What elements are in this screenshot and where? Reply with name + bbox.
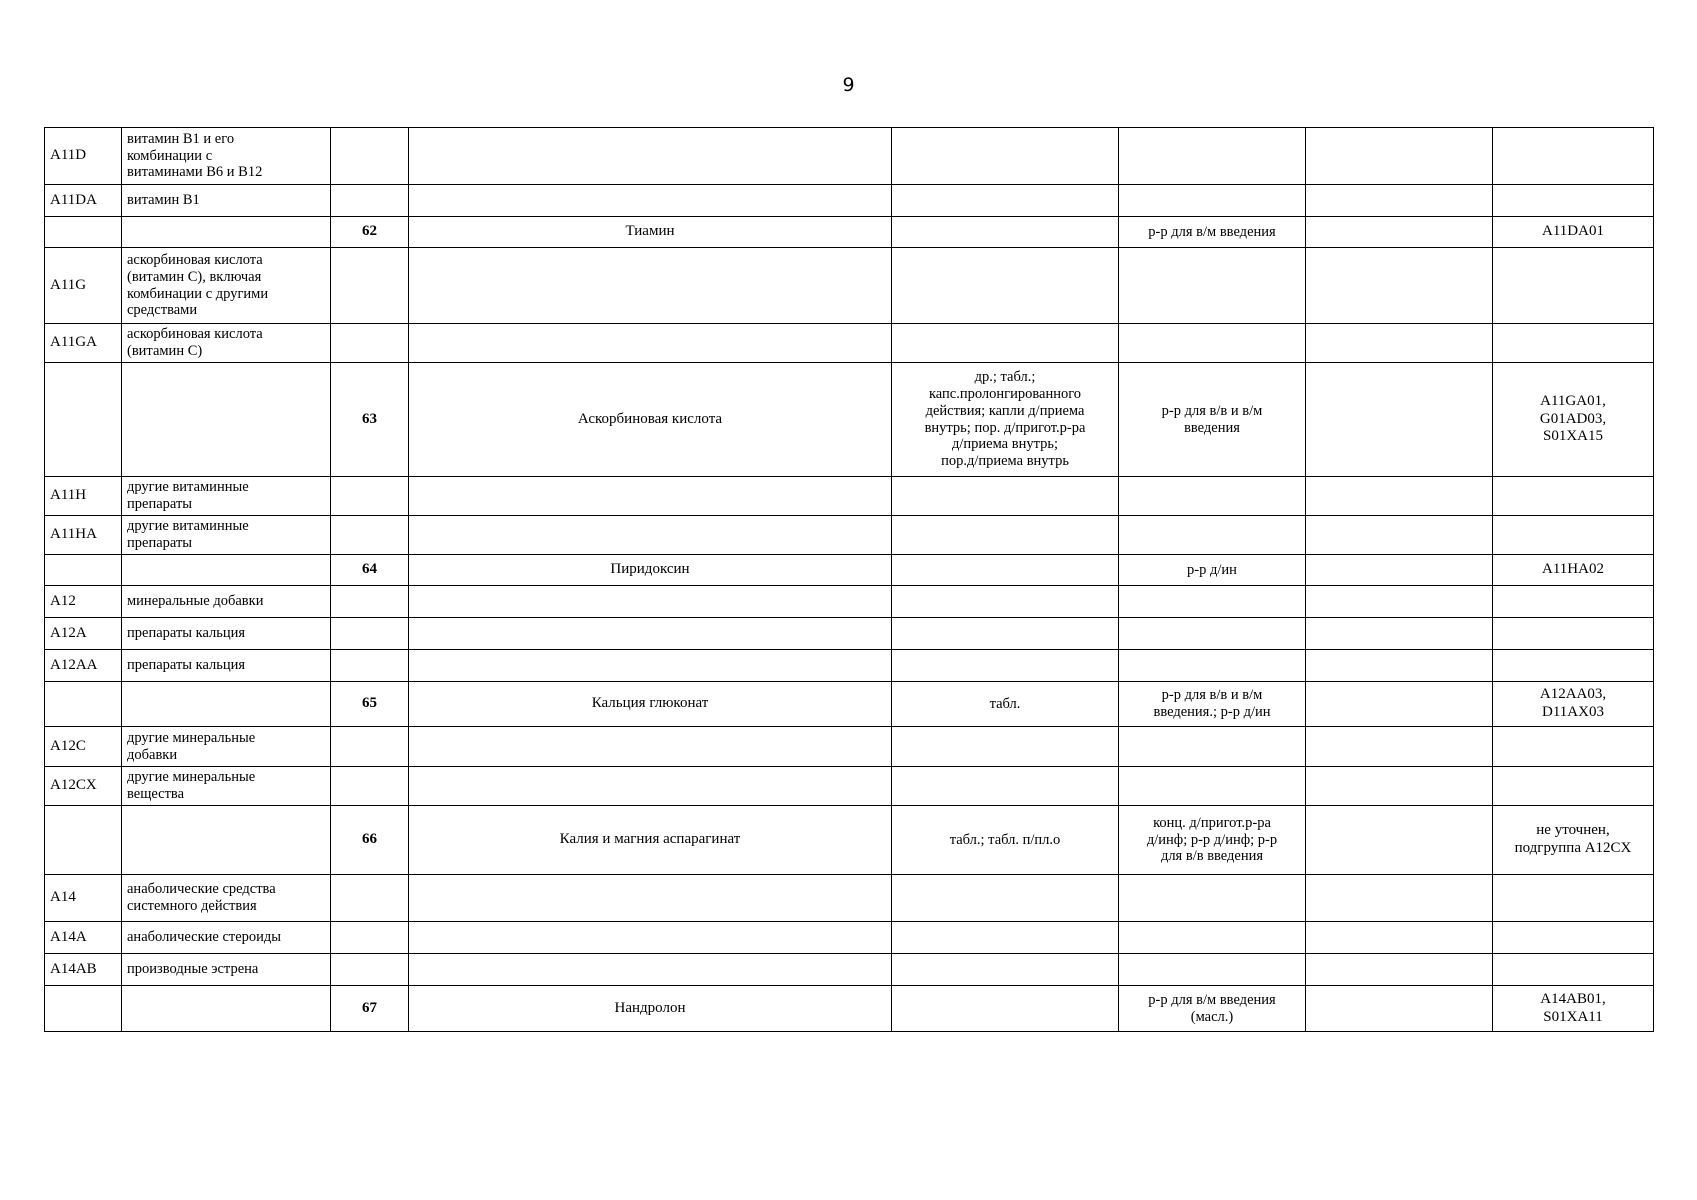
injection-forms-line: р-р д/ин: [1187, 561, 1237, 578]
atc-group-code: [45, 986, 122, 1032]
drug-name: [409, 477, 892, 516]
drug-number: [331, 128, 409, 185]
atc-group-code: A12AA: [45, 650, 122, 682]
dosage-forms: [892, 650, 1119, 682]
atc-group-name: [122, 185, 331, 217]
atc-code: [1493, 516, 1654, 555]
dosage-forms: [892, 363, 1119, 477]
extra-cell: [1306, 954, 1493, 986]
drug-number: [331, 477, 409, 516]
dosage-forms-line: табл.: [989, 695, 1021, 712]
drug-number: [331, 954, 409, 986]
atc-group-code: A12CX: [45, 767, 122, 806]
atc-code: [1493, 586, 1654, 618]
dosage-forms-line: др.; табл.;: [974, 368, 1036, 385]
table-row: [45, 324, 1654, 363]
atc-group-name: [122, 875, 331, 922]
table-row: [45, 806, 1654, 875]
atc-code: [1493, 650, 1654, 682]
injection-forms: [1119, 324, 1306, 363]
drug-name: [409, 324, 892, 363]
drug-name: [409, 248, 892, 324]
atc-group-code: A12C: [45, 727, 122, 767]
atc-group-code: A14: [45, 875, 122, 922]
atc-code: [1493, 185, 1654, 217]
atc-group-code: A12: [45, 586, 122, 618]
drug-number: [331, 727, 409, 767]
atc-group-name: [122, 217, 331, 248]
drug-name: [409, 185, 892, 217]
atc-code: [1493, 363, 1654, 477]
atc-code-line: не уточнен,: [1536, 822, 1610, 839]
drug-number: 64: [331, 555, 409, 586]
atc-group-name-line: другие минеральные: [127, 769, 256, 786]
extra-cell: [1306, 555, 1493, 586]
atc-group-code: [45, 363, 122, 477]
atc-group-name: [122, 324, 331, 363]
dosage-forms: [892, 248, 1119, 324]
atc-group-code: A11G: [45, 248, 122, 324]
dosage-forms: [892, 875, 1119, 922]
atc-code-line: S01XA15: [1542, 428, 1603, 445]
atc-group-name-line: препараты: [127, 496, 193, 512]
extra-cell: [1306, 727, 1493, 767]
atc-code: [1493, 555, 1654, 586]
atc-group-name-line: минеральные добавки: [127, 593, 264, 610]
extra-cell: [1306, 586, 1493, 618]
atc-code-line: A14AB01,: [1540, 990, 1606, 1007]
atc-code: [1493, 875, 1654, 922]
atc-group-code: [45, 555, 122, 586]
dosage-forms: [892, 806, 1119, 875]
injection-forms-line: для в/в введения: [1160, 848, 1264, 865]
atc-group-name-line: системного действия: [127, 898, 257, 914]
dosage-forms: [892, 477, 1119, 516]
atc-group-name-line: производные эстрена: [127, 961, 259, 978]
drug-number: [331, 618, 409, 650]
drug-number: 62: [331, 217, 409, 248]
atc-group-name: [122, 986, 331, 1032]
atc-group-name: [122, 767, 331, 806]
atc-group-name: [122, 477, 331, 516]
table-row: [45, 986, 1654, 1032]
dosage-forms: [892, 324, 1119, 363]
injection-forms: [1119, 516, 1306, 555]
dosage-forms-line: капс.пролонгированного: [928, 385, 1082, 402]
table-row: [45, 727, 1654, 767]
atc-code-line: D11AX03: [1542, 704, 1604, 720]
atc-code-line: G01AD03,: [1539, 410, 1607, 427]
drug-number: [331, 875, 409, 922]
drug-number: [331, 324, 409, 363]
atc-group-code: A11GA: [45, 324, 122, 363]
atc-group-name-line: анаболические стероиды: [127, 929, 282, 946]
atc-group-name: [122, 555, 331, 586]
extra-cell: [1306, 185, 1493, 217]
atc-group-name-line: анаболические средства: [127, 881, 276, 898]
atc-group-name: [122, 516, 331, 555]
table-row: [45, 477, 1654, 516]
page-number: 9: [842, 74, 855, 96]
atc-code-line: S01XA11: [1543, 1008, 1603, 1025]
injection-forms: [1119, 875, 1306, 922]
table-row: [45, 954, 1654, 986]
table-row: [45, 922, 1654, 954]
atc-group-name-line: (витамин С), включая: [127, 268, 262, 285]
dosage-forms: [892, 555, 1119, 586]
atc-group-name-line: витаминами В6 и В12: [127, 164, 263, 181]
atc-group-name-line: комбинации с другими: [127, 285, 269, 302]
atc-group-code: A14AB: [45, 954, 122, 986]
extra-cell: [1306, 618, 1493, 650]
atc-group-name: [122, 650, 331, 682]
atc-group-name: [122, 128, 331, 185]
atc-code: [1493, 618, 1654, 650]
injection-forms: [1119, 954, 1306, 986]
drug-name: [409, 875, 892, 922]
extra-cell: [1306, 217, 1493, 248]
drug-number: [331, 650, 409, 682]
atc-group-name: [122, 363, 331, 477]
atc-code: [1493, 806, 1654, 875]
extra-cell: [1306, 806, 1493, 875]
atc-group-code: A14A: [45, 922, 122, 954]
atc-group-name-line: аскорбиновая кислота: [127, 251, 263, 268]
injection-forms: [1119, 618, 1306, 650]
table-row: [45, 128, 1654, 185]
atc-group-name-line: другие витаминные: [127, 479, 249, 496]
atc-group-code: A11HA: [45, 516, 122, 555]
drug-number: [331, 922, 409, 954]
injection-forms: [1119, 555, 1306, 586]
injection-forms-line: д/инф; р-р д/инф; р-р: [1146, 831, 1278, 848]
table-row: [45, 516, 1654, 555]
atc-group-name-line: вещества: [127, 786, 185, 802]
table-row: [45, 682, 1654, 727]
drug-number: [331, 767, 409, 806]
drug-name: [409, 516, 892, 555]
extra-cell: [1306, 986, 1493, 1032]
table-row: [45, 586, 1654, 618]
extra-cell: [1306, 767, 1493, 806]
atc-code-line: A11DA01: [1542, 223, 1604, 240]
atc-code-line: подгруппа A12CX: [1514, 840, 1632, 856]
atc-group-name: [122, 682, 331, 727]
injection-forms: [1119, 586, 1306, 618]
injection-forms: [1119, 767, 1306, 806]
atc-group-name-line: препараты: [127, 535, 193, 551]
table-row: [45, 618, 1654, 650]
dosage-forms: [892, 954, 1119, 986]
atc-group-name: [122, 586, 331, 618]
injection-forms: [1119, 248, 1306, 324]
atc-code: [1493, 217, 1654, 248]
drug-name: [409, 128, 892, 185]
extra-cell: [1306, 363, 1493, 477]
drug-name: Кальция глюконат: [409, 682, 892, 727]
dosage-forms: [892, 128, 1119, 185]
table-row: [45, 875, 1654, 922]
drug-number: 65: [331, 682, 409, 727]
injection-forms: [1119, 477, 1306, 516]
dosage-forms: [892, 727, 1119, 767]
drug-number: 66: [331, 806, 409, 875]
injection-forms: [1119, 922, 1306, 954]
atc-group-name: [122, 248, 331, 324]
drug-name: Пиридоксин: [409, 555, 892, 586]
extra-cell: [1306, 248, 1493, 324]
drug-number: [331, 248, 409, 324]
table-row: [45, 650, 1654, 682]
extra-cell: [1306, 477, 1493, 516]
dosage-forms: [892, 682, 1119, 727]
injection-forms-line: введения: [1184, 419, 1240, 436]
table-row: [45, 767, 1654, 806]
table-row: [45, 217, 1654, 248]
drug-name: Нандролон: [409, 986, 892, 1032]
injection-forms: [1119, 185, 1306, 217]
atc-group-code: A11DA: [45, 185, 122, 217]
atc-code: [1493, 767, 1654, 806]
drug-name: [409, 650, 892, 682]
injection-forms: [1119, 217, 1306, 248]
drug-name: Тиамин: [409, 217, 892, 248]
injection-forms: [1119, 682, 1306, 727]
drug-number: [331, 185, 409, 217]
extra-cell: [1306, 128, 1493, 185]
dosage-forms: [892, 516, 1119, 555]
drug-number: 67: [331, 986, 409, 1032]
injection-forms-line: р-р для в/м введения: [1148, 223, 1276, 240]
atc-group-code: [45, 682, 122, 727]
atc-group-name-line: другие минеральные: [127, 729, 256, 746]
atc-code-line: A11GA01,: [1540, 393, 1606, 410]
atc-group-name: [122, 806, 331, 875]
atc-group-code: A12A: [45, 618, 122, 650]
drug-name: Калия и магния аспарагинат: [409, 806, 892, 875]
atc-group-code: [45, 217, 122, 248]
atc-group-code: A11H: [45, 477, 122, 516]
atc-group-code: [45, 806, 122, 875]
drug-name: [409, 586, 892, 618]
drug-number: [331, 516, 409, 555]
dosage-forms: [892, 618, 1119, 650]
atc-code-line: A12AA03,: [1539, 686, 1607, 703]
atc-group-code: A11D: [45, 128, 122, 185]
dosage-forms: [892, 922, 1119, 954]
injection-forms-line: р-р для в/м введения: [1148, 991, 1276, 1008]
atc-code: [1493, 477, 1654, 516]
drug-name: [409, 922, 892, 954]
atc-code: [1493, 324, 1654, 363]
injection-forms-line: (масл.): [1190, 1008, 1234, 1025]
drug-name: [409, 618, 892, 650]
atc-code: [1493, 986, 1654, 1032]
drug-name: [409, 954, 892, 986]
atc-code: [1493, 922, 1654, 954]
atc-group-name-line: другие витаминные: [127, 518, 249, 535]
atc-group-name-line: витамин В1 и его: [127, 130, 235, 147]
dosage-forms: [892, 185, 1119, 217]
dosage-forms: [892, 767, 1119, 806]
table-row: [45, 363, 1654, 477]
injection-forms-line: р-р для в/в и в/м: [1161, 402, 1263, 419]
dosage-forms-line: д/приема внутрь;: [951, 436, 1058, 453]
atc-group-name-line: аскорбиновая кислота: [127, 326, 263, 343]
atc-group-name: [122, 954, 331, 986]
atc-code: [1493, 682, 1654, 727]
atc-code-line: A11HA02: [1542, 561, 1604, 578]
atc-group-name: [122, 727, 331, 767]
injection-forms: [1119, 986, 1306, 1032]
drug-name: [409, 727, 892, 767]
atc-group-name-line: препараты кальция: [127, 657, 246, 674]
atc-code: [1493, 248, 1654, 324]
dosage-forms-line: пор.д/приема внутрь: [941, 453, 1069, 470]
table-row: [45, 248, 1654, 324]
extra-cell: [1306, 875, 1493, 922]
extra-cell: [1306, 324, 1493, 363]
atc-group-name-line: добавки: [127, 746, 178, 763]
atc-code: [1493, 727, 1654, 767]
injection-forms-line: введения.; р-р д/ин: [1153, 704, 1271, 720]
table-row: [45, 555, 1654, 586]
drug-number: 63: [331, 363, 409, 477]
atc-group-name-line: (витамин С): [127, 343, 203, 359]
injection-forms-line: р-р для в/в и в/м: [1161, 687, 1263, 704]
drug-name: [409, 767, 892, 806]
dosage-forms-line: внутрь; пор. д/пригот.р-ра: [924, 419, 1086, 436]
extra-cell: [1306, 682, 1493, 727]
injection-forms: [1119, 363, 1306, 477]
extra-cell: [1306, 922, 1493, 954]
injection-forms: [1119, 128, 1306, 185]
atc-group-name-line: средствами: [127, 302, 198, 319]
dosage-forms: [892, 217, 1119, 248]
dosage-forms: [892, 986, 1119, 1032]
table-row: [45, 185, 1654, 217]
dosage-forms-line: табл.; табл. п/пл.о: [949, 831, 1061, 848]
atc-code: [1493, 128, 1654, 185]
injection-forms: [1119, 727, 1306, 767]
drug-number: [331, 586, 409, 618]
injection-forms-line: конц. д/пригот.р-ра: [1153, 814, 1271, 831]
injection-forms: [1119, 806, 1306, 875]
atc-group-name-line: препараты кальция: [127, 625, 246, 642]
table-body: [45, 128, 1654, 1032]
dosage-forms-line: действия; капли д/приема: [925, 402, 1085, 419]
extra-cell: [1306, 650, 1493, 682]
atc-group-name: [122, 922, 331, 954]
extra-cell: [1306, 516, 1493, 555]
atc-group-name: [122, 618, 331, 650]
dosage-forms: [892, 586, 1119, 618]
atc-group-name-line: комбинации с: [127, 147, 213, 164]
drug-registry-table: [44, 127, 1654, 1032]
drug-name: Аскорбиновая кислота: [409, 363, 892, 477]
atc-group-name-line: витамин В1: [127, 192, 200, 209]
injection-forms: [1119, 650, 1306, 682]
atc-code: [1493, 954, 1654, 986]
